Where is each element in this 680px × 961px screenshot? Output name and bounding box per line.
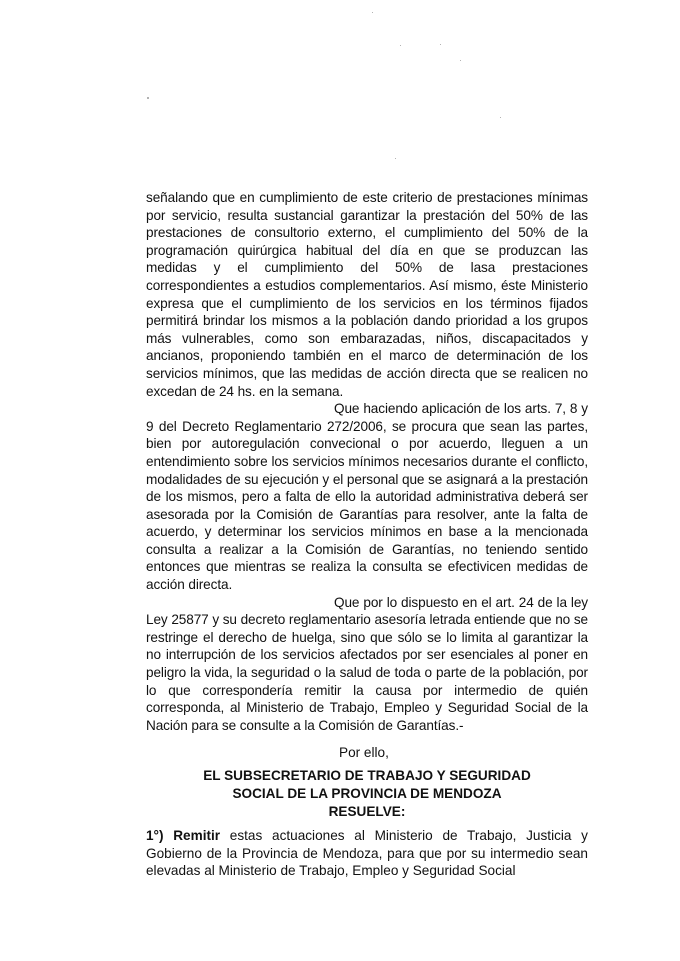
article-1-text: estas actuaciones al Ministerio de Trabajo, Justicia y Gobierno de la Provincia de Mendoza, para que por su intermedio sean elevadas al Ministerio de Trabajo, Empleo y Seguridad Social <box>146 828 588 879</box>
scan-speck <box>147 97 149 99</box>
scan-speck <box>460 60 461 61</box>
scan-speck <box>372 12 373 13</box>
heading-line-2: SOCIAL DE LA PROVINCIA DE MENDOZA <box>232 786 502 801</box>
paragraph-1: señalando que en cumplimiento de este criterio de prestaciones mínimas por servicio, resulta sustancial garantizar la prestación del 50% de las prestaciones de consultorio externo, el cumplimiento del 50% de la programación quirúrgica habitual del día en que se produzcan las medidas y el cumplimiento del 50% de lasa prestaciones correspondientes a estudios complementarios. Así mismo, éste Ministerio expresa que el cumplimiento de los servicios en los términos fijados permitirá brindar los mismos a la población dando prioridad a los grupos más vulnerables, como son embarazadas, niños, discapacitados y ancianos, proponiendo también en el marco de determinación de los servicios mínimos, que las medidas de acción directa que se realicen no excedan de 24 hs. en la semana. <box>146 190 588 399</box>
por-ello: Por ello, <box>339 745 389 760</box>
article-1 <box>146 827 588 880</box>
scan-speck <box>400 45 401 46</box>
body-text <box>146 189 588 734</box>
scan-speck <box>440 44 441 45</box>
scan-speck <box>500 117 501 118</box>
paragraph-2: Que haciendo aplicación de los arts. 7, 8 y 9 del Decreto Reglamentario 272/2006, se procura que sean las partes, bien por autoregulación convecional o por acuerdo, lleguen a un entendimiento sobre los servicios mínimos necesarios durante el conflicto, modalidades de su ejecución y el personal que se asignará a la prestación de los mismos, pero a falta de ello la autoridad administrativa deberá ser asesorada por la Comisión de Garantías para resolver, ante la falta de acuerdo, y determinar los servicios mínimos en base a la mencionada consulta a realizar a la Comisión de Garantías, no teniendo sentido entonces que mientras se realiza la consulta se efectivicen medidas de acción directa. <box>146 401 588 593</box>
heading-line-1: EL SUBSECRETARIO DE TRABAJO Y SEGURIDAD <box>203 768 531 783</box>
heading-resuelve: RESUELVE: <box>328 804 406 819</box>
paragraph-3: Que por lo dispuesto en el art. 24 de la ley Ley 25877 y su decreto reglamentario asesoría letrada entiende que no se restringe el derecho de huelga, sino que sólo se lo limita al garantizar la no interrupción de los servicios afectados por ser esenciales al poner en peligro la vida, la seguridad o la salud de toda o parte de la población, por lo que correspondería remitir la causa por intermedio de quién corresponda, al Ministerio de Trabajo, Empleo y Seguridad Social de la Nación para se consulte a la Comisión de Garantías.- <box>146 594 588 733</box>
scan-speck <box>395 158 396 159</box>
article-1-label: 1°) Remitir <box>146 828 221 843</box>
